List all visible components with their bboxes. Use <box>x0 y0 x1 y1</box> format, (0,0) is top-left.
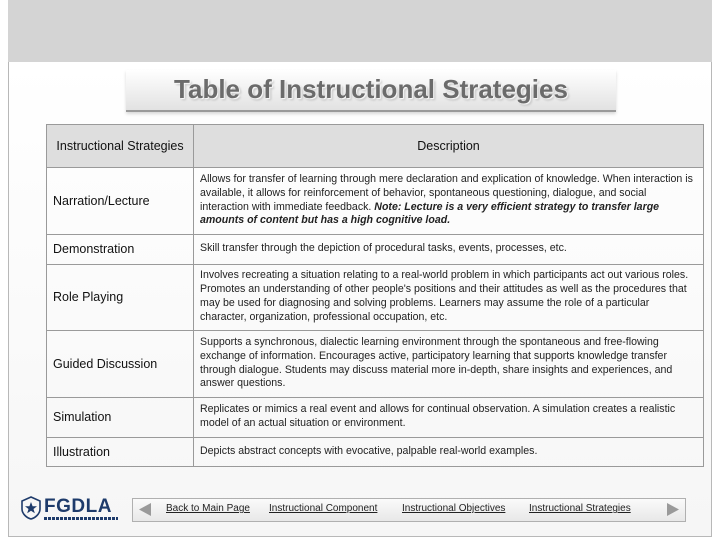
nav-link-instructional-objectives[interactable]: Instructional Objectives <box>402 503 506 514</box>
logo-text: FGDLA <box>44 496 112 517</box>
nav-link-instructional-strategies[interactable]: Instructional Strategies <box>529 503 631 514</box>
strategy-description: Depicts abstract concepts with evocative, palpable real-world examples. <box>194 438 704 467</box>
column-header-strategies: Instructional Strategies <box>47 125 194 168</box>
nav-link-back-to-main[interactable]: Back to Main Page <box>166 503 250 514</box>
nav-link-instructional-component[interactable]: Instructional Component <box>269 503 378 514</box>
star-shield-icon <box>20 496 42 520</box>
table-header-row <box>47 125 704 168</box>
table-row <box>47 168 704 235</box>
logo-tagline <box>44 517 118 520</box>
strategy-name: Guided Discussion <box>47 331 194 398</box>
page-title: Table of Instructional Strategies <box>174 74 568 104</box>
triangle-left-icon[interactable] <box>137 502 153 522</box>
navigation-bar <box>132 498 686 522</box>
table-row <box>47 235 704 265</box>
table-row <box>47 331 704 398</box>
description-note: Note: Lecture is a very efficient strategy to transfer large amounts of content but has a high cognitive load. <box>200 200 660 227</box>
table-row <box>47 265 704 331</box>
strategy-description: Involves recreating a situation relating to a real-world problem in which participants act out various roles. Promotes an understanding of other people's positions and their attitudes as well as the procedures that may be used for diagnosing and solving problems. Learners may assume the role of a particular character, organization, professional occupation, etc. <box>194 265 704 331</box>
strategy-name: Illustration <box>47 438 194 467</box>
description-text: Allows for transfer of learning through mere declaration and explication of knowledge. When interaction is available, it allows for reinforcement of behavior, spontaneous questioning, dialogue, and social interaction with immediate feedback. <box>200 172 693 213</box>
table-row <box>47 398 704 438</box>
strategy-name: Role Playing <box>47 265 194 331</box>
top-banner <box>8 0 712 62</box>
strategy-description: Replicates or mimics a real event and allows for continual observation. A simulation creates a realistic model of an actual situation or environment. <box>194 398 704 438</box>
strategies-table <box>46 124 704 467</box>
strategy-description <box>194 168 704 235</box>
column-header-description: Description <box>194 125 704 168</box>
triangle-right-icon[interactable] <box>665 502 681 522</box>
fgdla-logo <box>20 496 120 524</box>
strategy-description: Supports a synchronous, dialectic learning environment through the spontaneous and free-flowing exchange of information. Encourages active, participatory learning that supports knowledge transfer through dialogue. Students may discuss material more in-depth, share insights and experiences, and answer questions. <box>194 331 704 398</box>
strategy-name: Demonstration <box>47 235 194 265</box>
strategy-name: Narration/Lecture <box>47 168 194 235</box>
title-bar <box>126 70 616 112</box>
strategy-name: Simulation <box>47 398 194 438</box>
strategy-description: Skill transfer through the depiction of procedural tasks, events, processes, etc. <box>194 235 704 265</box>
table-row <box>47 438 704 467</box>
